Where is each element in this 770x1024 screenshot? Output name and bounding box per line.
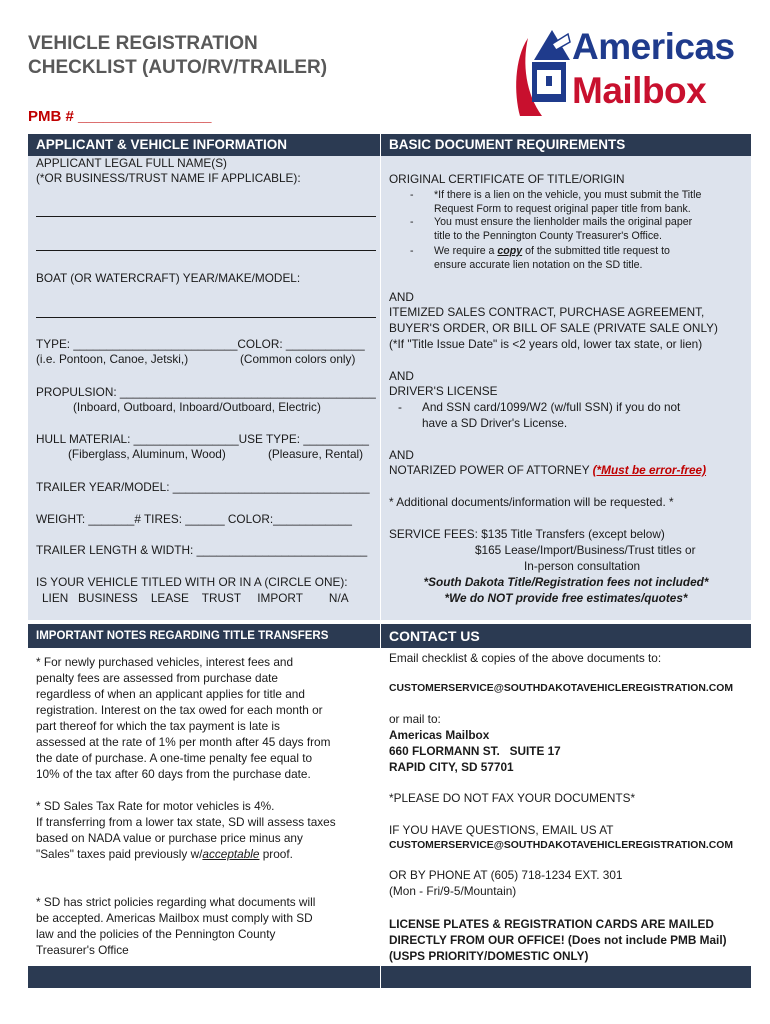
use-examples: (Pleasure, Rental) — [268, 447, 364, 461]
documents-heading: BASIC DOCUMENT REQUIREMENTS — [381, 134, 751, 156]
address-street: 660 FLORMANN ST. SUITE 17 — [389, 744, 561, 758]
notes-p3-line: law and the policies of the Pennington County — [36, 927, 276, 941]
notes-p2-line: based on NADA value or purchase price minus any — [36, 831, 303, 845]
notes-p1-line: assessed at the rate of 1% per month after 45 days from — [36, 735, 331, 749]
notes-p3-line: Treasurer's Office — [36, 943, 129, 957]
lienholder-note-1: You must ensure the lienholder mails the original paper — [434, 216, 693, 228]
questions-label: IF YOU HAVE QUESTIONS, EMAIL US AT — [389, 823, 614, 837]
plates-note-2: DIRECTLY FROM OUR OFFICE! (Does not include PMB Mail) — [389, 933, 727, 947]
propulsion-examples: (Inboard, Outboard, Inboard/Outboard, Electric) — [73, 400, 321, 414]
footer-bar-left — [28, 966, 380, 988]
copy-note-1: We require a copy of the submitted title request to — [434, 245, 670, 257]
legal-name-label-1: APPLICANT LEGAL FULL NAME(S) — [36, 156, 227, 170]
mail-intro: or mail to: — [389, 712, 441, 726]
poa-line: NOTARIZED POWER OF ATTORNEY (*Must be error-free) — [389, 463, 707, 477]
email-intro: Email checklist & copies of the above documents to: — [389, 651, 662, 665]
service-fees-1: SERVICE FEES: $135 Title Transfers (except below) — [389, 527, 665, 541]
plates-note-1: LICENSE PLATES & REGISTRATION CARDS ARE MAILED — [389, 917, 714, 931]
copy-note-2: ensure accurate lien notation on the SD title. — [434, 258, 643, 271]
applicant-heading: APPLICANT & VEHICLE INFORMATION — [28, 134, 380, 156]
americas-mailbox-logo — [512, 24, 744, 118]
trailer-size-field[interactable]: TRAILER LENGTH & WIDTH: __________________________ — [36, 543, 368, 557]
bullet-dash-1: - — [410, 189, 414, 201]
mailbox-icon — [512, 24, 574, 116]
phone-number[interactable]: OR BY PHONE AT (605) 718-1234 EXT. 301 — [389, 868, 623, 882]
notes-p1-line: the date of purchase. A one-time penalty fee equal to — [36, 751, 313, 765]
type-color-field[interactable]: TYPE: _________________________COLOR: ____________ — [36, 337, 365, 351]
legal-name-label-2: (*OR BUSINESS/TRUST NAME IF APPLICABLE): — [36, 171, 301, 185]
title-line-2: CHECKLIST (AUTO/RV/TRAILER) — [28, 57, 328, 78]
pmb-field[interactable]: PMB # ________________ — [28, 108, 212, 125]
and-1: AND — [389, 290, 414, 304]
acceptable-emphasis: acceptable — [202, 847, 260, 861]
trailer-ymm-field[interactable]: TRAILER YEAR/MODEL: ______________________________ — [36, 480, 370, 494]
office-hours: (Mon - Fri/9-5/Mountain) — [389, 884, 517, 898]
no-estimates-note: *We do NOT provide free estimates/quotes* — [444, 591, 688, 605]
lienholder-note-2: title to the Pennington County Treasurer's Office. — [434, 229, 662, 242]
document-title — [28, 32, 327, 80]
address-name: Americas Mailbox — [389, 728, 490, 742]
bullet-dash-3: - — [410, 245, 414, 257]
bullet-dash-2: - — [410, 216, 414, 228]
notes-p3-line: be accepted. Americas Mailbox must comply with SD — [36, 911, 313, 925]
contact-heading: CONTACT US — [381, 624, 751, 648]
notes-p1-line: penalty fees are assessed from purchase date — [36, 671, 278, 685]
notes-p1-line: * For newly purchased vehicles, interest fees and — [36, 655, 294, 669]
boat-line[interactable] — [36, 317, 376, 318]
logo-word-americas: Americas — [572, 26, 735, 67]
email-link-2[interactable]: CUSTOMERSERVICE@SOUTHDAKOTAVEHICLEREGISTRATION.COM — [389, 840, 733, 851]
titled-options[interactable]: LIEN BUSINESS LEASE TRUST IMPORT N/A — [42, 591, 349, 605]
notes-p3-line: * SD has strict policies regarding what documents will — [36, 895, 316, 909]
hull-examples: (Fiberglass, Aluminum, Wood) — [68, 447, 226, 461]
email-link[interactable]: CUSTOMERSERVICE@SOUTHDAKOTAVEHICLEREGISTRATION.COM — [389, 683, 733, 694]
notes-p2-line: "Sales" taxes paid previously w/acceptable proof. — [36, 847, 293, 861]
and-2: AND — [389, 369, 414, 383]
license-dash: - — [398, 400, 402, 414]
sales-line-1: ITEMIZED SALES CONTRACT, PURCHASE AGREEMENT, — [389, 305, 705, 319]
notes-p1-line: part thereof for which the tax payment is late is — [36, 719, 280, 733]
hull-field[interactable]: HULL MATERIAL: ________________USE TYPE: __________ — [36, 432, 369, 446]
boat-label: BOAT (OR WATERCRAFT) YEAR/MAKE/MODEL: — [36, 271, 301, 285]
weight-field[interactable]: WEIGHT: _______# TIRES: ______ COLOR:____________ — [36, 512, 352, 526]
drivers-license: DRIVER'S LICENSE — [389, 384, 498, 398]
legal-name-line-1[interactable] — [36, 216, 376, 217]
notes-p2-line: If transferring from a lower tax state, SD will assess taxes — [36, 815, 336, 829]
notes-p1-line: regardless of when an applicant applies for title and — [36, 687, 305, 701]
address-city: RAPID CITY, SD 57701 — [389, 760, 514, 774]
notes-p1-line: 10% of the tax after 60 days from the purchase date. — [36, 767, 311, 781]
copy-emphasis: copy — [497, 245, 523, 257]
service-fees-3: In-person consultation — [524, 559, 641, 573]
license-sub-2: have a SD Driver's License. — [422, 416, 568, 430]
sales-line-3: (*If "Title Issue Date" is <2 years old, lower tax state, or lien) — [389, 337, 703, 351]
title-line-1: VEHICLE REGISTRATION — [28, 33, 258, 54]
license-sub-1: And SSN card/1099/W2 (w/full SSN) if you do not — [422, 400, 681, 414]
and-3: AND — [389, 448, 414, 462]
sd-fees-note: *South Dakota Title/Registration fees not included* — [423, 575, 709, 589]
service-fees-2: $165 Lease/Import/Business/Trust titles or — [475, 543, 696, 557]
lien-note-1: *If there is a lien on the vehicle, you must submit the Title — [434, 189, 702, 201]
notes-heading: IMPORTANT NOTES REGARDING TITLE TRANSFERS — [28, 624, 380, 648]
plates-note-3: (USPS PRIORITY/DOMESTIC ONLY) — [389, 949, 589, 963]
titled-question: IS YOUR VEHICLE TITLED WITH OR IN A (CIRCLE ONE): — [36, 575, 348, 589]
propulsion-field[interactable]: PROPULSION: _______________________________________ — [36, 385, 376, 399]
no-fax-note: *PLEASE DO NOT FAX YOUR DOCUMENTS* — [389, 791, 636, 805]
lien-note-2: Request Form to request original paper title from bank. — [434, 202, 691, 215]
notes-p1-line: registration. Interest on the tax owed for each month or — [36, 703, 323, 717]
logo-word-mailbox: Mailbox — [572, 70, 707, 111]
notes-p2-line: * SD Sales Tax Rate for motor vehicles is 4%. — [36, 799, 275, 813]
original-title: ORIGINAL CERTIFICATE OF TITLE/ORIGIN — [389, 172, 625, 186]
type-examples: (i.e. Pontoon, Canoe, Jetski,) — [36, 352, 189, 366]
color-examples: (Common colors only) — [240, 352, 356, 366]
legal-name-line-2[interactable] — [36, 250, 376, 251]
footer-bar-right — [381, 966, 751, 988]
sales-line-2: BUYER'S ORDER, OR BILL OF SALE (PRIVATE SALE ONLY) — [389, 321, 718, 335]
poa-error-free-note: (*Must be error-free) — [592, 463, 707, 477]
additional-docs: * Additional documents/information will be requested. * — [389, 495, 674, 509]
